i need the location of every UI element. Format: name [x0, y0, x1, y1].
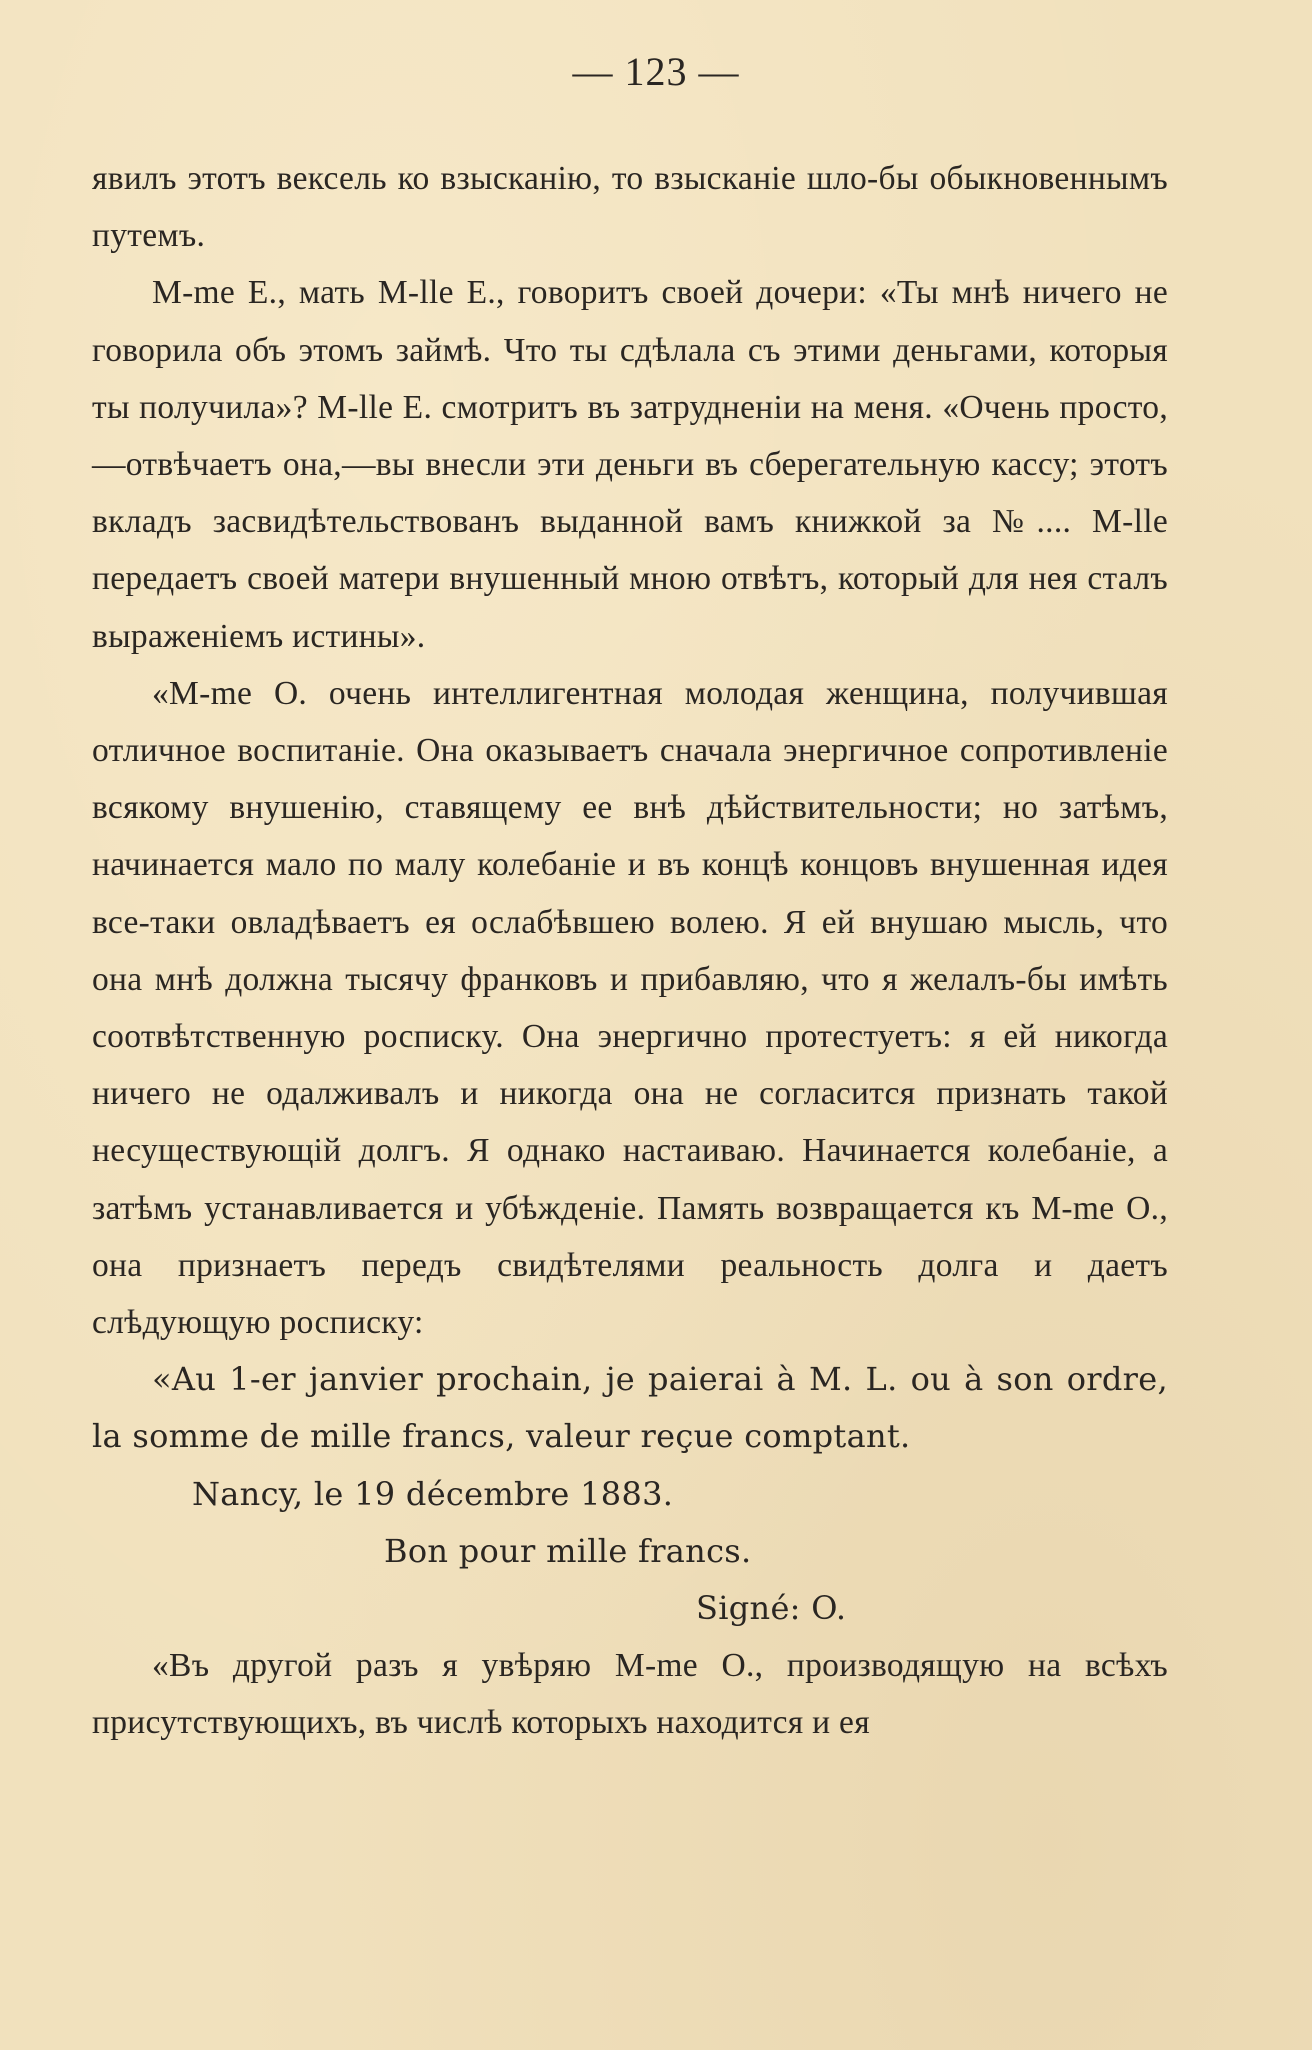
page-number: — 123 —: [572, 49, 740, 94]
paragraph-mme-o: «M-me O. очень интеллигентная молодая женщина, получившая отличное воспитаніе. Она оказываетъ сначала энергичное сопротивленіе всякому внушенію, ставящему ее внѣ дѣйствительности; но затѣмъ, начинается мало по малу колебаніе и въ концѣ концовъ внушенная идея все-таки овладѣваетъ ея ослабѣвшею волею. Я ей внушаю мысль, что она мнѣ должна тысячу франковъ и прибавляю, что я желалъ-бы имѣть соотвѣтственную росписку. Она энергично протестуетъ: я ей никогда ничего не одалживалъ и никогда она не согласится признать такой несуществующій долгъ. Я однако настаиваю. Начинается колебаніе, а затѣмъ устанавливается и убѣжденіе. Память возвращается къ M-me O., она признаетъ передъ свидѣтелями реальность долга и даетъ слѣдующую росписку:: [92, 674, 1168, 1342]
receipt-text: «Au 1-er janvier prochain, je paierai à M. L. ou à son ordre, la somme de mille francs, valeur reçue comptant.: [92, 1360, 1168, 1456]
body-text: [92, 150, 1168, 1752]
receipt-signature: Signé: O.: [696, 1589, 847, 1628]
paragraph-mme-e: M-me E., мать M-lle E., говоритъ своей дочери: «Ты мнѣ ничего не говорила объ этомъ займѣ. Что ты сдѣлала съ этими деньгами, которыя ты получила»? M-lle E. смотритъ въ затрудненіи на меня. «Очень просто,—отвѣчаетъ она,—вы внесли эти деньги въ сберегательную кассу; этотъ вкладъ засвидѣтельствованъ выданной вамъ книжкой за №.... M-lle передаетъ своей матери внушенный мною отвѣтъ, который для нея сталъ выраженіемъ истины».: [92, 274, 1168, 655]
paragraph-another-time: «Въ другой разъ я увѣряю M-me O., производящую на всѣхъ присутствующихъ, въ числѣ которыхъ находится и ея: [92, 1647, 1168, 1742]
paragraph-continuation: явилъ этотъ вексель ко взысканію, то взысканіе шло-бы обыкновеннымъ путемъ.: [92, 160, 1168, 255]
receipt-amount: Bon pour mille francs.: [384, 1531, 752, 1570]
receipt-date: Nancy, le 19 décembre 1883.: [192, 1474, 674, 1513]
